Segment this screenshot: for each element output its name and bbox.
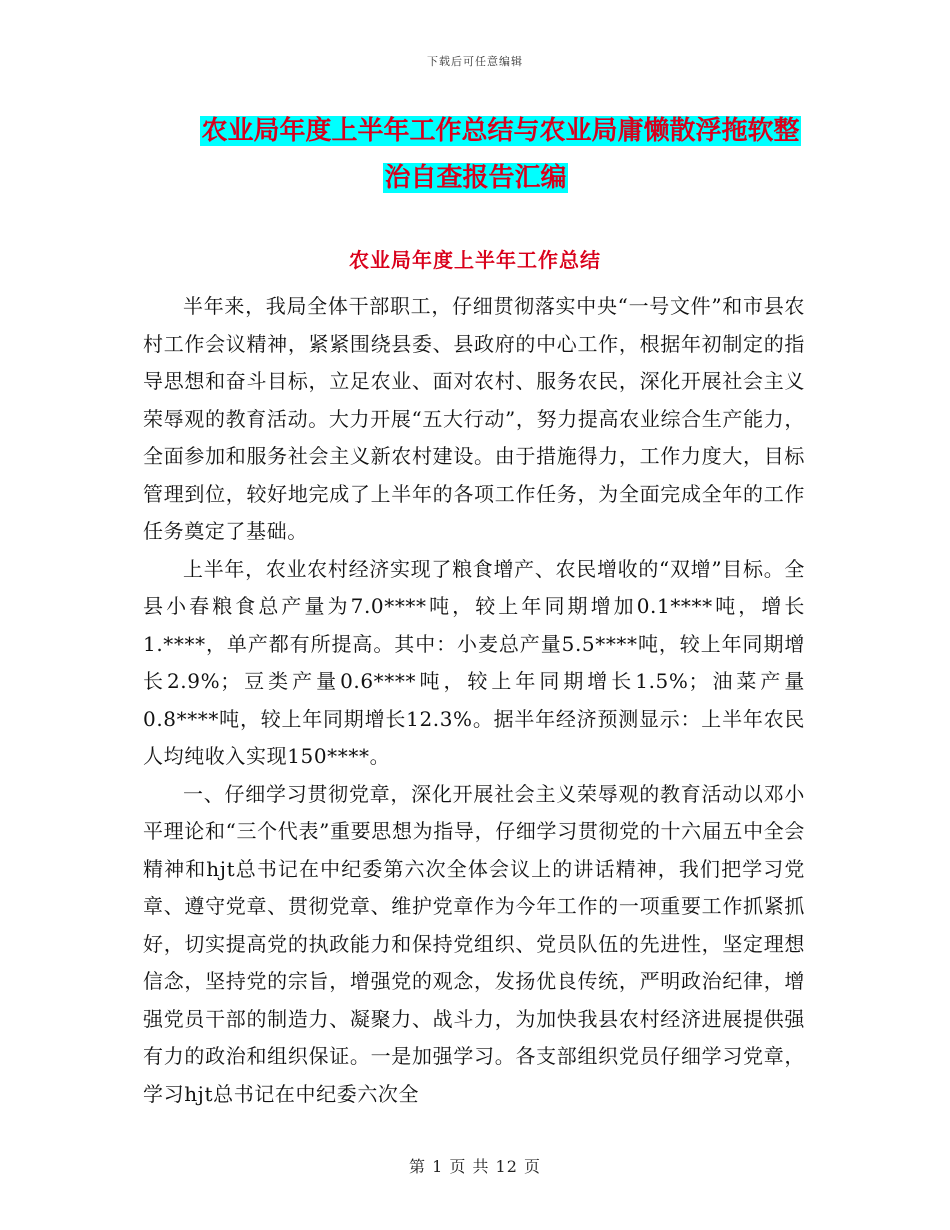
document-title-line-1: [143, 108, 808, 155]
title-highlight-2: 治自查报告汇编: [384, 163, 567, 193]
document-title: [143, 108, 808, 202]
section-heading: 农业局年度上半年工作总结: [349, 248, 601, 272]
document-title-line-2: [143, 155, 808, 202]
page-number-footer: 第 1 页 共 12 页: [409, 1157, 541, 1176]
body-paragraph: 半年来，我局全体干部职工，仔细贯彻落实中央“一号文件”和市县农村工作会议精神，紧紧围绕县委、县政府的中心工作，根据年初制定的指导思想和奋斗目标，立足农业、面对农村、服务农民，深化开展社会主义荣辱观的教育活动。大力开展“五大行动”，努力提高农业综合生产能力，全面参加和服务社会主义新农村建设。由于措施得力，工作力度大，目标管理到位，较好地完成了上半年的各项工作任务，为全面完成全年的工作任务奠定了基础。: [143, 294, 805, 543]
title-highlight-1: 农业局年度上半年工作总结与农业局庸懒散浮拖软整: [201, 116, 800, 146]
document-body: [143, 288, 805, 1113]
body-paragraph: 一、仔细学习贯彻党章，深化开展社会主义荣辱观的教育活动以邓小平理论和“三个代表”重要思想为指导，仔细学习贯彻党的十六届五中全会精神和hjt总书记在中纪委第六次全体会议上的讲话精神，我们把学习党章、遵守党章、贯彻党章、维护党章作为今年工作的一项重要工作抓紧抓好，切实提高党的执政能力和保持党组织、党员队伍的先进性，坚定理想信念，坚持党的宗旨，增强党的观念，发扬优良传统，严明政治纪律，增强党员干部的制造力、凝聚力、战斗力，为加快我县农村经济进展提供强有力的政治和组织保证。一是加强学习。各支部组织党员仔细学习党章，学习hjt总书记在中纪委六次全: [143, 781, 805, 1106]
page-header-note: 下载后可任意编辑: [427, 55, 523, 68]
body-paragraph: 上半年，农业农村经济实现了粮食增产、农民增收的“双增”目标。全县小春粮食总产量为7.0****吨，较上年同期增加0.1****吨，增长1.****，单产都有所提高。其中：小麦总产量5.5****吨，较上年同期增长2.9%；豆类产量0.6****吨，较上年同期增长1.5%；油菜产量0.8****吨，较上年同期增长12.3%。据半年经济预测显示：上半年农民人均纯收入实现150****。: [143, 556, 805, 768]
